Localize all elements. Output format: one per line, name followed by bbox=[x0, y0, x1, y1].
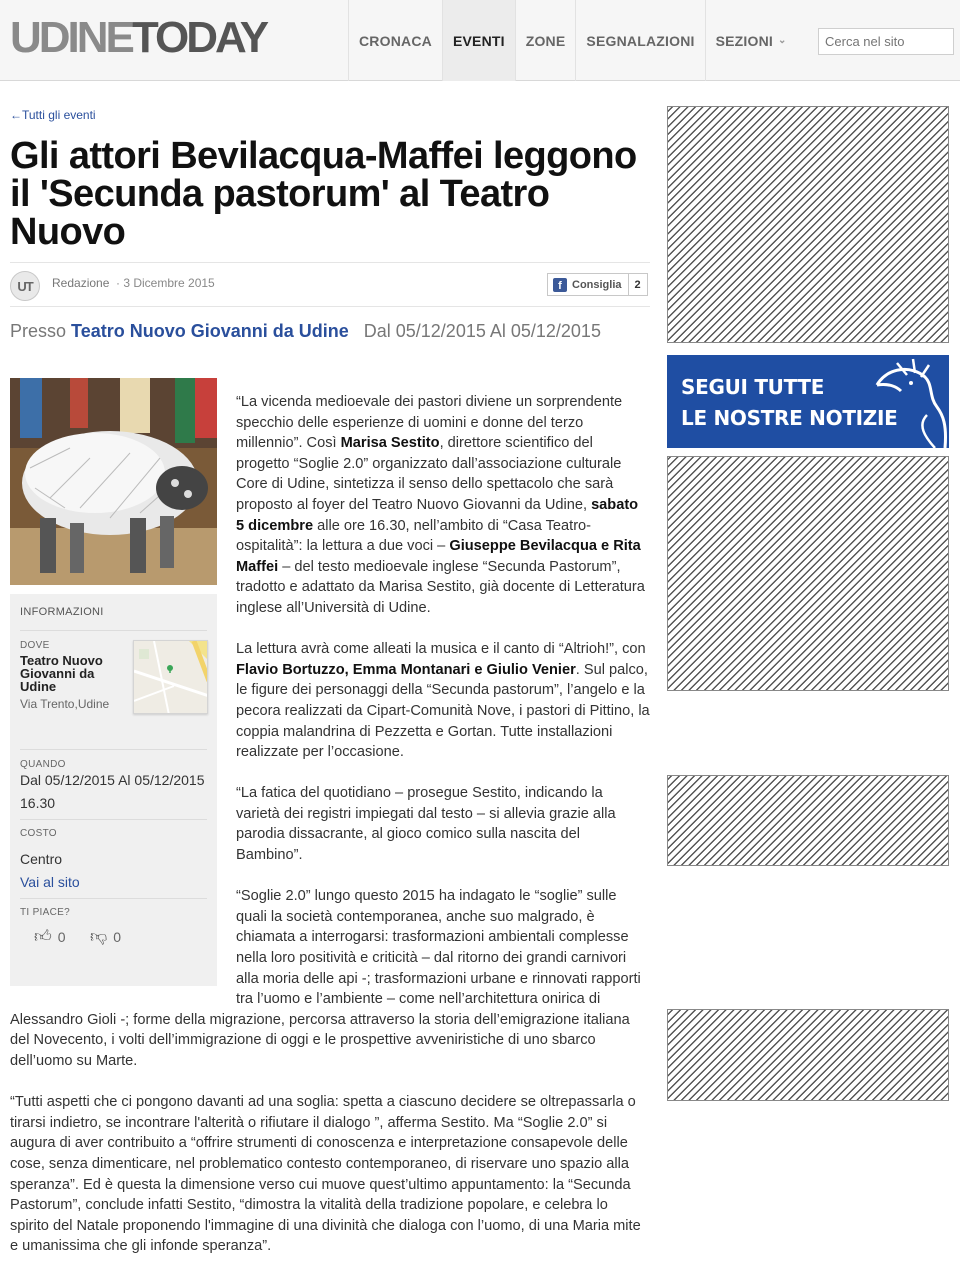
bold-text: sabato 5 dicembre bbox=[236, 496, 639, 534]
like-count: 0 bbox=[57, 928, 66, 945]
paragraph-text: alle ore 16.30, nell’ambito di “Casa Teatro-ospitalità”: la lettura a due voci – bbox=[236, 517, 592, 555]
bold-text: Marisa Sestito bbox=[340, 435, 440, 452]
where-label: DOVE bbox=[20, 640, 50, 651]
paragraph-text: La lettura avrà come alleati la musica e il canto di “Altrioh!”, con bbox=[236, 641, 646, 658]
bold-text: Flavio Bortuzzo, Emma Montanari e Giulio Venier bbox=[236, 661, 576, 678]
banner-line-2: LE NOSTRE NOTIZIE bbox=[681, 406, 898, 430]
like-label: TI PIACE? bbox=[20, 907, 70, 918]
paragraph-text: . Sul palco, le figure dei personaggi della “Secunda pastorum”, l’angelo e la pecora realizzati da Cipart-Comunità Nove, i pastori di Pittino, la coppia malandrina di Pezzetta e Gortan. Tutte installazioni realizzate per l’occasione. bbox=[236, 661, 650, 761]
paragraph-text: “Tutti aspetti che ci pongono davanti ad una soglia: spetta a ciascuno decidere se oltrepassarla o tirarsi indietro, se incontrare l'alterità o rifiutare il dialogo ”, afferma Sestito. Ma “Soglie 2.0” si augura di aver contribuito a “offrire strumenti di conoscenza e interpretazione consapevole delle cose, senza dimenticare, nel problematico contesto contemporaneo, di riservare uno spazio alla speranza”. Ed è questa la dimensione verso cui muove quest’ultimo appuntamento: la “Secunda Pastorum”, conclude infatti Sestito, “dimostra la vitalità della tradizione popolare, e celebra lo spirito del Natale proponendo l'immagine di una divinità che dialoga con l’uomo, di una Maria mite e umanissima che gli infonde speranza”. bbox=[10, 1094, 641, 1255]
event-venue bbox=[10, 320, 640, 343]
banner-text bbox=[681, 372, 898, 434]
chevron-down-icon: ⌄ bbox=[778, 35, 787, 46]
advertisement-slot[interactable] bbox=[667, 775, 949, 866]
nav-item-eventi[interactable]: EVENTI bbox=[442, 0, 515, 81]
author-name[interactable]: Redazione bbox=[52, 276, 110, 290]
event-dates: Dal 05/12/2015 Al 05/12/2015 bbox=[20, 772, 205, 788]
author-avatar: UT bbox=[10, 271, 40, 301]
venue-link[interactable]: Teatro Nuovo Giovanni da Udine bbox=[71, 321, 349, 341]
article-title: Gli attori Bevilacqua-Maffei leggono il 'Secunda pastorum' al Teatro Nuovo bbox=[10, 135, 637, 253]
venue-prefix: Presso bbox=[10, 321, 72, 341]
nav-item-segnalazioni[interactable]: SEGNALAZIONI bbox=[575, 0, 704, 81]
eagle-icon bbox=[867, 355, 949, 448]
event-time: 16.30 bbox=[20, 795, 56, 811]
logo-part-today: TODAY bbox=[131, 13, 267, 62]
when-label: QUANDO bbox=[20, 759, 66, 770]
article-body bbox=[10, 392, 650, 1269]
nav-item-zone[interactable]: ZONE bbox=[515, 0, 576, 81]
event-cost: Centro bbox=[20, 851, 63, 867]
banner-line-1: SEGUI TUTTE bbox=[681, 375, 825, 399]
cost-label: COSTO bbox=[20, 828, 57, 839]
logo-part-udine: UDINE bbox=[10, 13, 132, 62]
venue-address: Via Trento,Udine bbox=[20, 697, 110, 711]
article-meta bbox=[10, 262, 650, 307]
venue-dates: Dal 05/12/2015 Al 05/12/2015 bbox=[363, 321, 601, 341]
facebook-like-count: 2 bbox=[634, 279, 641, 291]
nav-item-sezioni[interactable]: SEZIONI ⌄ bbox=[705, 0, 797, 81]
facebook-like-button[interactable] bbox=[547, 273, 648, 296]
advertisement-slot[interactable] bbox=[667, 456, 949, 691]
paragraph-text: , direttore scientifico del progetto “Soglie 2.0” organizzato dall’associazione culturale Core di Udine, sintetizza il senso dello spettacolo che sarà proposto al foyer del Teatro Nuovo Giovanni da Udine, bbox=[236, 435, 622, 513]
facebook-icon: f bbox=[553, 278, 567, 292]
bold-text: Giuseppe Bevilacqua e Rita Maffei bbox=[236, 538, 641, 575]
paragraph-text: “Soglie 2.0” lungo questo 2015 ha indagato le “soglie” sulle quali la società contemporanea, anche suo malgrado, è chiamata a interrogarsi: trasformazioni ambientali complesse nella loro positività e criticità – dal ritorno dei grandi carnivori alla moria delle api -; trasformazioni urbane e rinnovati rapporti tra l’uomo e l’ambiente – come nell’architettura onirica di Alessandro Gioli -; forme della migrazione, percorsa attraverso la storia dell’emigrazione italiana del Novecento, i volti dell’immigrazione di oggi e le prospettive avveniristiche di uno sbarco dell’uomo su Marte. bbox=[10, 888, 641, 1069]
nav-item-cronaca[interactable]: CRONACA bbox=[348, 0, 442, 81]
advertisement-slot[interactable] bbox=[667, 106, 949, 343]
thumbs-down-icon: 👎︎ bbox=[90, 927, 108, 946]
site-logo[interactable] bbox=[10, 14, 266, 62]
search-input[interactable] bbox=[818, 28, 954, 55]
publish-date: · 3 Dicembre 2015 bbox=[116, 276, 215, 290]
dislike-count: 0 bbox=[113, 928, 122, 945]
advertisement-slot[interactable] bbox=[667, 1009, 949, 1101]
paragraph-text: “La fatica del quotidiano – prosegue Sestito, indicando la varietà dei registri impiegati dal testo – si allevia grazie alla parodia dissacrante, al gioco comico sulla nascita del Bambino”. bbox=[236, 785, 616, 864]
facebook-like-label: Consiglia bbox=[570, 274, 629, 295]
site-header bbox=[0, 0, 960, 81]
main-nav bbox=[348, 0, 797, 81]
venue-name: Teatro Nuovo Giovanni da Udine bbox=[20, 653, 103, 694]
paragraph-text: – del testo medioevale inglese “Secunda Pastorum”, tradotto e adattato da Marisa Sestito, già docente di Letteratura inglese all’Università di Udine. bbox=[236, 558, 645, 616]
follow-news-banner[interactable] bbox=[667, 355, 949, 448]
float-spacer bbox=[10, 392, 236, 1002]
info-heading: INFORMAZIONI bbox=[20, 606, 104, 618]
thumbs-up-icon: 👍︎ bbox=[34, 927, 52, 946]
back-to-events-link[interactable]: ←Tutti gli eventi bbox=[10, 108, 96, 122]
paragraph-text: “La vicenda medioevale dei pastori diviene un sorprendente specchio delle esperienze di uomini e donne del terzo millennio”. Così bbox=[236, 394, 623, 452]
article-paragraph bbox=[10, 1092, 650, 1257]
website-link[interactable]: Vai al sito bbox=[20, 874, 80, 890]
